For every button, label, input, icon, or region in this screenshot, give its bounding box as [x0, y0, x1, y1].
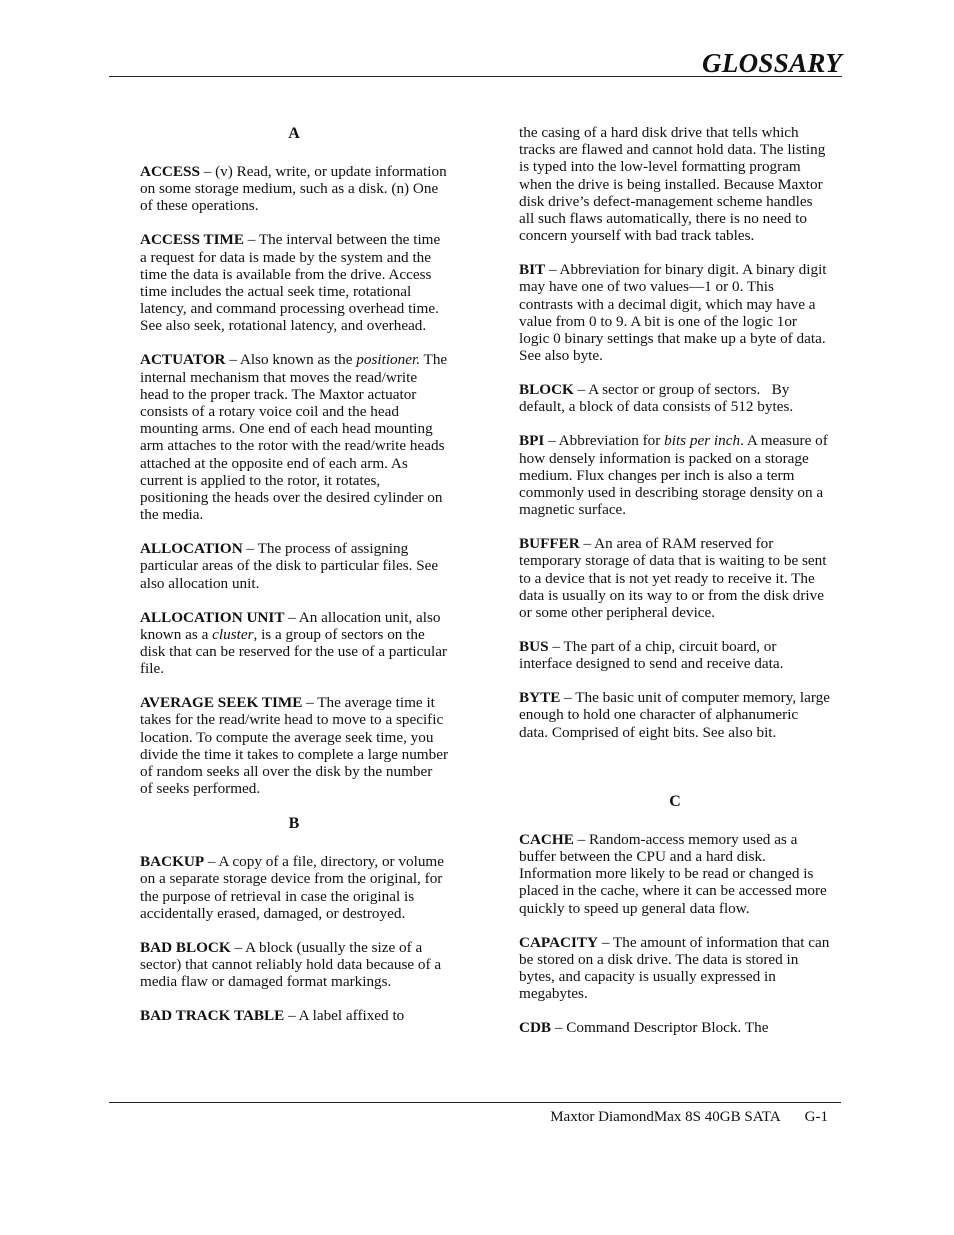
entry-allocation: [140, 540, 448, 592]
definition: – A label affixed to: [284, 1007, 405, 1025]
term: CDB: [519, 1019, 552, 1037]
term: BYTE: [519, 689, 561, 707]
term: BAD BLOCK: [140, 938, 231, 956]
entry-bpi: [519, 432, 831, 518]
entry-capacity: [519, 934, 831, 1003]
entry-continuation: the casing of a hard disk drive that tells which tracks are flawed and cannot hold data. The listing is typed into the low-level formatting program when the drive is being installed. Because Maxtor disk drive’s defect-management scheme handles all such flaws automatically, there is no need to concern yourself with bad track tables.: [519, 124, 826, 245]
left-column: [140, 124, 448, 1041]
definition: – An allocation unit, also known as a: [140, 608, 441, 643]
term: BPI: [519, 432, 545, 450]
entry-access: [140, 163, 448, 215]
entry-block: [519, 381, 831, 415]
entry-access-time: [140, 231, 448, 334]
entry-bit: [519, 261, 831, 364]
term: CACHE: [519, 830, 574, 848]
page-footer: [550, 1109, 828, 1126]
entry-bus: [519, 638, 831, 672]
term: BUS: [519, 638, 549, 656]
footer-rule: [109, 1102, 841, 1103]
term: ALLOCATION UNIT: [140, 608, 285, 626]
definition: – A sector or group of sectors. By default, a block of data consists of 512 bytes.: [519, 381, 794, 416]
section-letter-c: C: [669, 792, 681, 810]
header-rule: [109, 76, 842, 77]
entry-bad-track-table: [140, 1007, 448, 1024]
definition-emphasis: positioner.: [356, 351, 421, 369]
definition: – The part of a chip, circuit board, or interface designed to send and receive data.: [519, 638, 784, 673]
definition-emphasis: cluster: [212, 625, 254, 643]
footer-product: Maxtor DiamondMax 8S 40GB SATA: [550, 1109, 781, 1125]
definition: , is a group of sectors on the disk that can be reserved for the use of a particular file.: [140, 625, 447, 678]
page-number: G-1: [804, 1109, 828, 1125]
definition: – The process of assigning particular areas of the disk to particular files. See also allocation unit.: [140, 540, 439, 592]
entry-cdb: [519, 1019, 831, 1036]
term: BLOCK: [519, 381, 574, 399]
section-letter-a: A: [288, 125, 300, 142]
entry-byte: [519, 689, 831, 741]
definition: – Command Descriptor Block. The: [551, 1019, 769, 1037]
definition: – The average time it takes for the read/write head to move to a specific location. To compute the average seek time, you divide the time it takes to complete a large number of random seeks all over the disk by the number of seeks performed.: [140, 694, 449, 798]
definition-emphasis: bits per inch: [664, 432, 741, 450]
entry-average-seek-time: [140, 694, 448, 797]
definition: . A measure of how densely information is packed on a storage medium. Flux changes per inch is also a term commonly used in describing storage density on a magnetic surface.: [519, 432, 828, 519]
definition: – Abbreviation for binary digit. A binary digit may have one of two values—1 or 0. This contrasts with a decimal digit, which may have a value from 0 to 9. A bit is one of the logic 1or logic 0 binary settings that make up a byte of data. See also byte.: [519, 261, 827, 365]
entry-allocation-unit: [140, 609, 448, 678]
definition: – Abbreviation for: [544, 432, 665, 450]
term: ACTUATOR: [140, 351, 226, 369]
definition: The internal mechanism that moves the read/write head to the proper track. The Maxtor actuator consists of a rotary voice coil and the head mounting arms. One end of each head mounting arm attaches to the rotor with the read/write heads attached at the opposite end of each arm. As current is applied to the rotor, it rotates, positioning the heads over the desired cylinder on the media.: [140, 351, 448, 524]
definition: – A copy of a file, directory, or volume on a separate storage device from the original, for the purpose of retrieval in case the original is accidentally erased, damaged, or destroyed.: [140, 853, 444, 922]
entry-backup: [140, 853, 448, 922]
term: CAPACITY: [519, 933, 599, 951]
definition: – The amount of information that can be stored on a disk drive. The data is stored in bytes, and capacity is usually expressed in megabytes.: [519, 933, 830, 1003]
term: BIT: [519, 261, 546, 279]
term: BUFFER: [519, 535, 580, 553]
term: ACCESS TIME: [140, 231, 244, 249]
entry-bad-block: [140, 939, 448, 991]
definition: – (v) Read, write, or update information on some storage medium, such as a disk. (n) One of these operations.: [140, 163, 447, 215]
definition: – The basic unit of computer memory, large enough to hold one character of alphanumeric data. Comprised of eight bits. See also bit.: [519, 689, 831, 741]
right-column: [519, 124, 831, 1053]
entry-cache: [519, 831, 831, 917]
page-title: GLOSSARY: [702, 48, 842, 78]
definition: – Random-access memory used as a buffer between the CPU and a hard disk. Information more likely to be read or changed is placed in the cache, where it can be accessed more quickly to speed up general data flow.: [519, 830, 827, 917]
section-letter-b: B: [288, 815, 300, 833]
term: ACCESS: [140, 163, 200, 180]
term: AVERAGE SEEK TIME: [140, 694, 303, 712]
term: ALLOCATION: [140, 540, 243, 558]
entry-actuator: [140, 351, 448, 523]
definition: – The interval between the time a request for data is made by the system and the time the data is available from the drive. Access time includes the actual seek time, rotational latency, and command processing overhead time. See also seek, rotational latency, and overhead.: [140, 231, 441, 335]
definition: – A block (usually the size of a sector) that cannot reliably hold data because of a media flaw or damaged format markings.: [140, 938, 442, 991]
term: BAD TRACK TABLE: [140, 1007, 285, 1025]
term: BACKUP: [140, 853, 205, 871]
entry-buffer: [519, 535, 831, 621]
definition: – Also known as the: [225, 351, 357, 369]
definition: – An area of RAM reserved for temporary storage of data that is waiting to be sent to a device that is not yet ready to receive it. The data is usually on its way to or from the disk drive or some other peripheral device.: [519, 535, 827, 622]
